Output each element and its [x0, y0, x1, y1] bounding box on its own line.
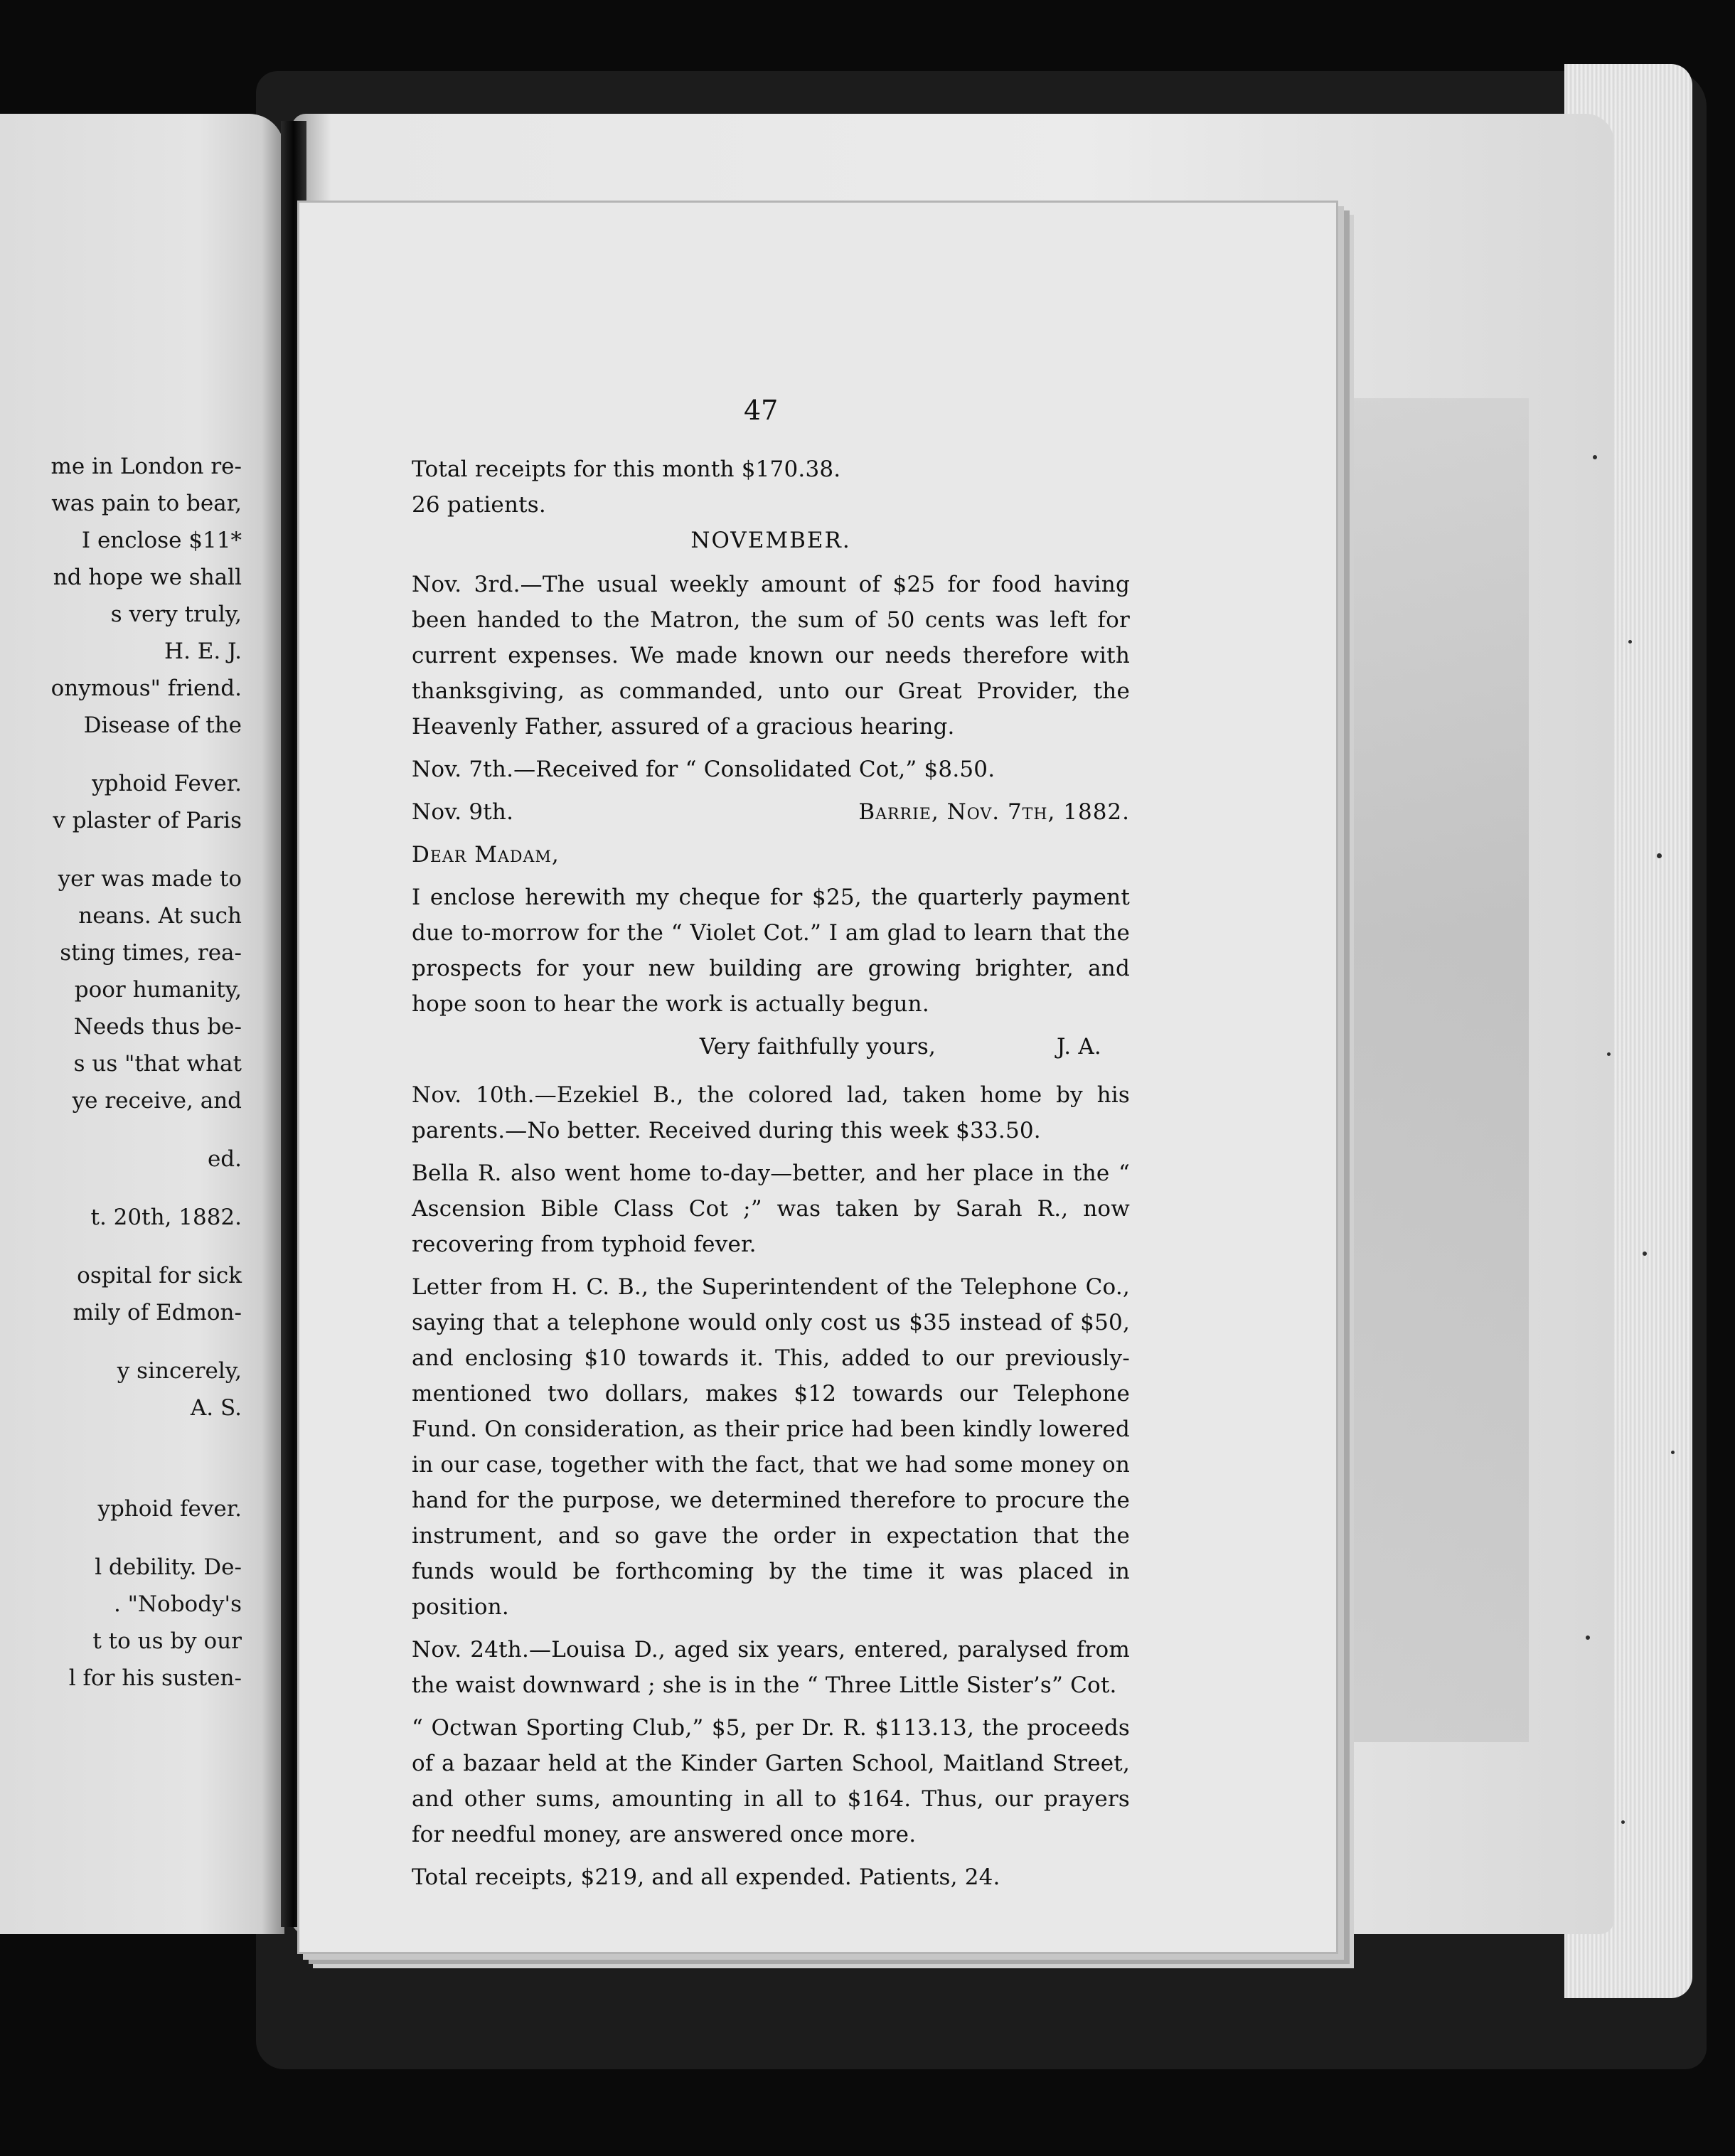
left-page-line: l for his susten- — [68, 1665, 242, 1691]
facing-plate — [1337, 398, 1529, 1742]
left-page-line: . "Nobody's — [113, 1591, 242, 1617]
left-page-line — [0, 744, 242, 765]
left-page-line — [0, 1178, 242, 1199]
left-page-line: H. E. J. — [164, 639, 242, 664]
left-page-line — [0, 1236, 242, 1257]
paragraph-telephone: Letter from H. C. B., the Superintendent of the Telephone Co., saying that a telephone would only cost us $35 instead of $50, and enclosing $10 towards it. This, added to our previously-mentioned two dollars, makes $12 towards our Telephone Fund. On consideration, as their price had been kindly lowered in our case, together with the fact, that we had some money on hand for the purpose, we determined therefore to procure the instrument, and so gave the order in expectation that the funds would be forthcoming by the time it was placed in position. — [412, 1274, 1130, 1620]
paragraph-total-month: Total receipts for this month $170.38. — [412, 457, 841, 482]
left-page-line: yphoid Fever. — [92, 771, 242, 796]
letter-date-left: Nov. 9th. — [412, 799, 514, 825]
left-page-line — [0, 1469, 242, 1490]
paragraph-nov-10: Nov. 10th.—Ezekiel B., the colored lad, taken home by his parents.—No better. Received during this week $33.50. — [412, 1082, 1130, 1143]
paragraph-bella: Bella R. also went home to-day—better, and her place in the “ Ascension Bible Class Cot ;” was taken by Sarah R., now recovering from typhoid fever. — [412, 1160, 1130, 1257]
left-page-line — [0, 1448, 242, 1469]
left-page-line — [0, 1119, 242, 1141]
speckle — [1593, 455, 1597, 459]
left-page-line — [0, 839, 242, 860]
left-page-line: s us "that what — [73, 1051, 242, 1077]
speckle — [1628, 640, 1632, 644]
left-page-line: onymous" friend. — [50, 676, 242, 701]
left-page-line: me in London re- — [50, 454, 242, 479]
letter-signature: J. A. — [1057, 1034, 1101, 1060]
left-page-line: t. 20th, 1882. — [90, 1205, 242, 1230]
left-page-line: was pain to bear, — [51, 491, 242, 516]
left-page-line: Needs thus be- — [73, 1014, 242, 1040]
left-page-line: s very truly, — [110, 602, 242, 627]
speckle — [1586, 1635, 1590, 1640]
speckle — [1621, 1820, 1625, 1824]
left-page-line: yphoid fever. — [97, 1496, 242, 1522]
letter-salutation: Dear Madam, — [412, 842, 560, 868]
left-page-line: Disease of the — [83, 713, 242, 738]
page-content — [412, 396, 1130, 1902]
paragraph-octwan: “ Octwan Sporting Club,” $5, per Dr. R. $113.13, the proceeds of a bazaar held at the Kinder Garten School, Maitland Street, and other sums, amounting in all to $164. Thus, our prayers for needful money, are answered once more. — [412, 1715, 1130, 1847]
letter-closing — [412, 1029, 1130, 1064]
letter-header — [412, 794, 1130, 830]
section-heading: NOVEMBER. — [690, 528, 851, 553]
speckle — [1657, 853, 1662, 858]
letter-body: I enclose herewith my cheque for $25, the quarterly payment due to-morrow for the “ Violet Cot.” I am glad to learn that the prospects for your new building are growing brighter, and hope soon to hear the work is actually begun. — [412, 885, 1130, 1017]
speckle — [1671, 1451, 1675, 1454]
left-page-line — [0, 1527, 242, 1549]
letter-date-right: Barrie, Nov. 7th, 1882. — [858, 799, 1130, 825]
paragraph-total-receipts: Total receipts, $219, and all expended. Patients, 24. — [412, 1864, 1000, 1890]
paragraph-nov-24: Nov. 24th.—Louisa D., aged six years, entered, paralysed from the waist downward ; she is in the “ Three Little Sister’s” Cot. — [412, 1637, 1130, 1698]
left-page-line: A. S. — [190, 1395, 242, 1421]
left-page-line: l debility. De- — [95, 1554, 242, 1580]
left-page — [0, 114, 284, 1934]
left-page-line: ospital for sick — [77, 1263, 242, 1288]
left-page-line: v plaster of Paris — [53, 808, 242, 833]
paragraph-nov-3: Nov. 3rd.—The usual weekly amount of $25 for food having been handed to the Matron, the sum of 50 cents was left for current expenses. We made known our needs therefore with thanksgiving, as commanded, unto our Great Provider, the Heavenly Father, assured of a gracious hearing. — [412, 572, 1130, 740]
left-page-line: neans. At such — [78, 903, 242, 929]
left-page-line: y sincerely, — [117, 1358, 242, 1384]
left-page-line: t to us by our — [92, 1628, 242, 1654]
left-page-text — [0, 448, 242, 1697]
speckle — [1607, 1052, 1611, 1056]
left-page-line: yer was made to — [58, 866, 242, 892]
speckle — [1643, 1252, 1647, 1256]
left-page-line: ye receive, and — [72, 1088, 242, 1114]
left-page-line: nd hope we shall — [53, 565, 242, 590]
paragraph-nov-7: Nov. 7th.—Received for “ Consolidated Cot,” $8.50. — [412, 757, 995, 782]
left-page-line — [0, 1331, 242, 1352]
paragraph-patients: 26 patients. — [412, 492, 546, 518]
right-page — [297, 201, 1338, 1954]
left-page-line: ed. — [207, 1146, 242, 1172]
left-page-line: I enclose $11* — [81, 528, 242, 553]
left-page-line — [0, 1426, 242, 1448]
page-number: 47 — [744, 395, 779, 426]
left-page-line: sting times, rea- — [60, 940, 242, 966]
letter-valediction: Very faithfully yours, — [699, 1034, 936, 1060]
left-page-line: poor humanity, — [74, 977, 242, 1003]
left-page-line: mily of Edmon- — [73, 1300, 242, 1325]
